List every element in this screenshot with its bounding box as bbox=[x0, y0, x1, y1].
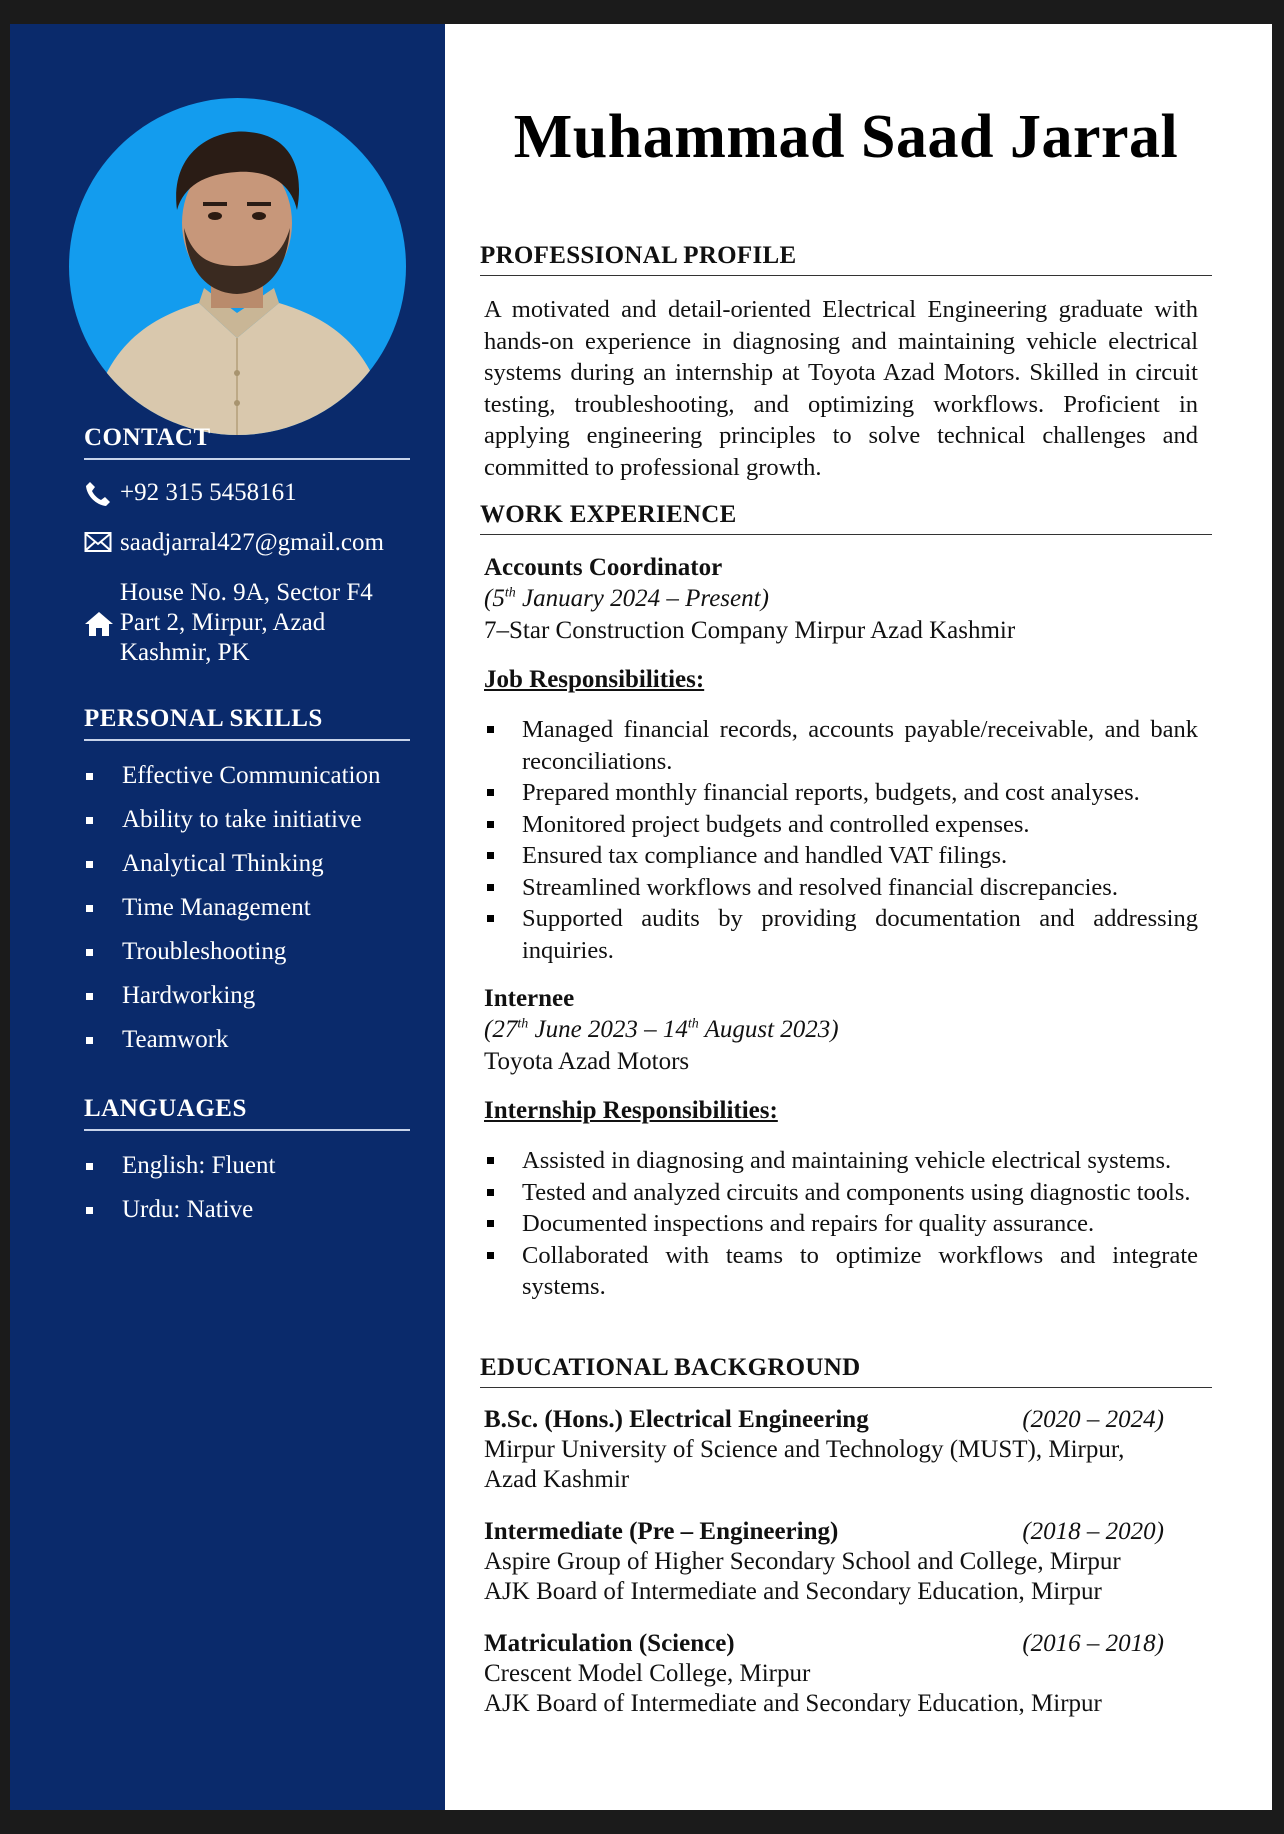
institution-line: Mirpur University of Science and Technology (MUST), Mirpur, bbox=[484, 1436, 1125, 1463]
home-icon bbox=[84, 610, 120, 646]
resp-item: Supported audits by providing documentation and addressing inquiries. bbox=[484, 903, 1198, 966]
resp-item: Streamlined workflows and resolved financial discrepancies. bbox=[484, 872, 1198, 904]
date-suffix: th bbox=[687, 1016, 699, 1032]
resp-item: Assisted in diagnosing and maintaining vehicle electrical systems. bbox=[484, 1145, 1198, 1177]
resp-item: Ensured tax compliance and handled VAT filings. bbox=[484, 840, 1198, 872]
internship-resp-heading: Internship Responsibilities: bbox=[484, 1097, 778, 1124]
degree-years: (2018 – 2020) bbox=[1022, 1518, 1164, 1545]
resume-page bbox=[10, 24, 1272, 1810]
profile-photo bbox=[69, 98, 406, 435]
skill-item: Ability to take initiative bbox=[84, 798, 410, 842]
education-title: EDUCATIONAL BACKGROUND bbox=[480, 1354, 1212, 1388]
contact-address-row bbox=[84, 578, 373, 668]
phone-number[interactable]: +92 315 5458161 bbox=[120, 479, 297, 506]
resp-item: Prepared monthly financial reports, budgets, and cost analyses. bbox=[484, 777, 1198, 809]
address-line: Part 2, Mirpur, Azad bbox=[120, 609, 326, 636]
languages-title: LANGUAGES bbox=[84, 1095, 410, 1131]
job-dates: (27th June 2023 – 14th August 2023) bbox=[484, 1016, 839, 1043]
date-suffix: th bbox=[517, 1016, 529, 1032]
skill-item: Effective Communication bbox=[84, 754, 410, 798]
date-suffix: th bbox=[504, 585, 516, 601]
degree-years: (2016 – 2018) bbox=[1022, 1630, 1164, 1657]
experience-title: WORK EXPERIENCE bbox=[480, 501, 1212, 535]
skills-section bbox=[84, 705, 410, 1062]
address-line: House No. 9A, Sector F4 bbox=[120, 579, 373, 606]
skills-list bbox=[84, 754, 410, 1062]
job-title: Internee bbox=[484, 985, 575, 1012]
sidebar bbox=[10, 24, 445, 1810]
languages-list bbox=[84, 1144, 410, 1232]
date-rest: August 2023) bbox=[698, 1016, 839, 1043]
resp-item: Managed financial records, accounts payable/receivable, and bank reconciliations. bbox=[484, 714, 1198, 777]
skill-item: Teamwork bbox=[84, 1018, 410, 1062]
job-dates: (5th January 2024 – Present) bbox=[484, 585, 769, 612]
resp-item: Monitored project budgets and controlled expenses. bbox=[484, 809, 1198, 841]
skill-item: Analytical Thinking bbox=[84, 842, 410, 886]
education-entry bbox=[484, 1406, 1164, 1494]
contact-title: CONTACT bbox=[84, 424, 410, 460]
contact-section bbox=[84, 424, 410, 666]
contact-phone-row bbox=[84, 478, 297, 516]
email-address[interactable]: saadjarral427@gmail.com bbox=[120, 529, 384, 556]
skill-item: Time Management bbox=[84, 886, 410, 930]
job-resp-heading: Job Responsibilities: bbox=[484, 666, 705, 693]
internship-resp-list bbox=[484, 1145, 1198, 1303]
language-item: Urdu: Native bbox=[84, 1188, 410, 1232]
resp-item: Documented inspections and repairs for quality assurance. bbox=[484, 1208, 1198, 1240]
profile-photo-illustration bbox=[69, 98, 406, 435]
address-line: Kashmir, PK bbox=[120, 639, 250, 666]
profile-title: PROFESSIONAL PROFILE bbox=[480, 242, 1212, 276]
institution-line: Crescent Model College, Mirpur bbox=[484, 1660, 811, 1687]
phone-icon bbox=[84, 480, 120, 516]
skills-title: PERSONAL SKILLS bbox=[84, 705, 410, 741]
institution-line: AJK Board of Intermediate and Secondary Education, Mirpur bbox=[484, 1578, 1102, 1605]
degree-years: (2020 – 2024) bbox=[1022, 1406, 1164, 1433]
date-rest: January 2024 – Present) bbox=[515, 585, 769, 612]
degree-name: B.Sc. (Hons.) Electrical Engineering bbox=[484, 1406, 869, 1433]
resp-item: Collaborated with teams to optimize workflows and integrate systems. bbox=[484, 1240, 1198, 1303]
job-company: Toyota Azad Motors bbox=[484, 1048, 690, 1075]
job-resp-list bbox=[484, 714, 1198, 966]
institution-line: AJK Board of Intermediate and Secondary Education, Mirpur bbox=[484, 1690, 1102, 1717]
skill-item: Troubleshooting bbox=[84, 930, 410, 974]
education-entry bbox=[484, 1518, 1164, 1606]
education-entry bbox=[484, 1630, 1164, 1718]
contact-email-row bbox=[84, 528, 384, 562]
email-icon bbox=[84, 530, 120, 562]
profile-text: A motivated and detail-oriented Electrical Engineering graduate with hands-on experience in diagnosing and maintaining vehicle electrical systems during an internship at Toyota Azad Motors. Skilled in circuit testing, troubleshooting, and optimizing workflows. Proficient in applying engineering principles to solve technical challenges and committed to professional growth. bbox=[484, 296, 1198, 481]
institution-line: Aspire Group of Higher Secondary School and College, Mirpur bbox=[484, 1548, 1121, 1575]
address bbox=[120, 578, 373, 668]
skill-item: Hardworking bbox=[84, 974, 410, 1018]
job-company: 7–Star Construction Company Mirpur Azad Kashmir bbox=[484, 617, 1016, 644]
degree-name: Matriculation (Science) bbox=[484, 1630, 735, 1657]
date-day: 27 bbox=[492, 1016, 518, 1043]
date-rest: June 2023 – 14 bbox=[528, 1016, 688, 1043]
job-title: Accounts Coordinator bbox=[484, 554, 723, 581]
languages-section bbox=[84, 1095, 410, 1232]
candidate-name: Muhammad Saad Jarral bbox=[513, 103, 1179, 171]
degree-name: Intermediate (Pre – Engineering) bbox=[484, 1518, 839, 1545]
institution-line: Azad Kashmir bbox=[484, 1466, 630, 1493]
language-item: English: Fluent bbox=[84, 1144, 410, 1188]
resp-item: Tested and analyzed circuits and components using diagnostic tools. bbox=[484, 1177, 1198, 1209]
date-day: 5 bbox=[492, 585, 505, 612]
